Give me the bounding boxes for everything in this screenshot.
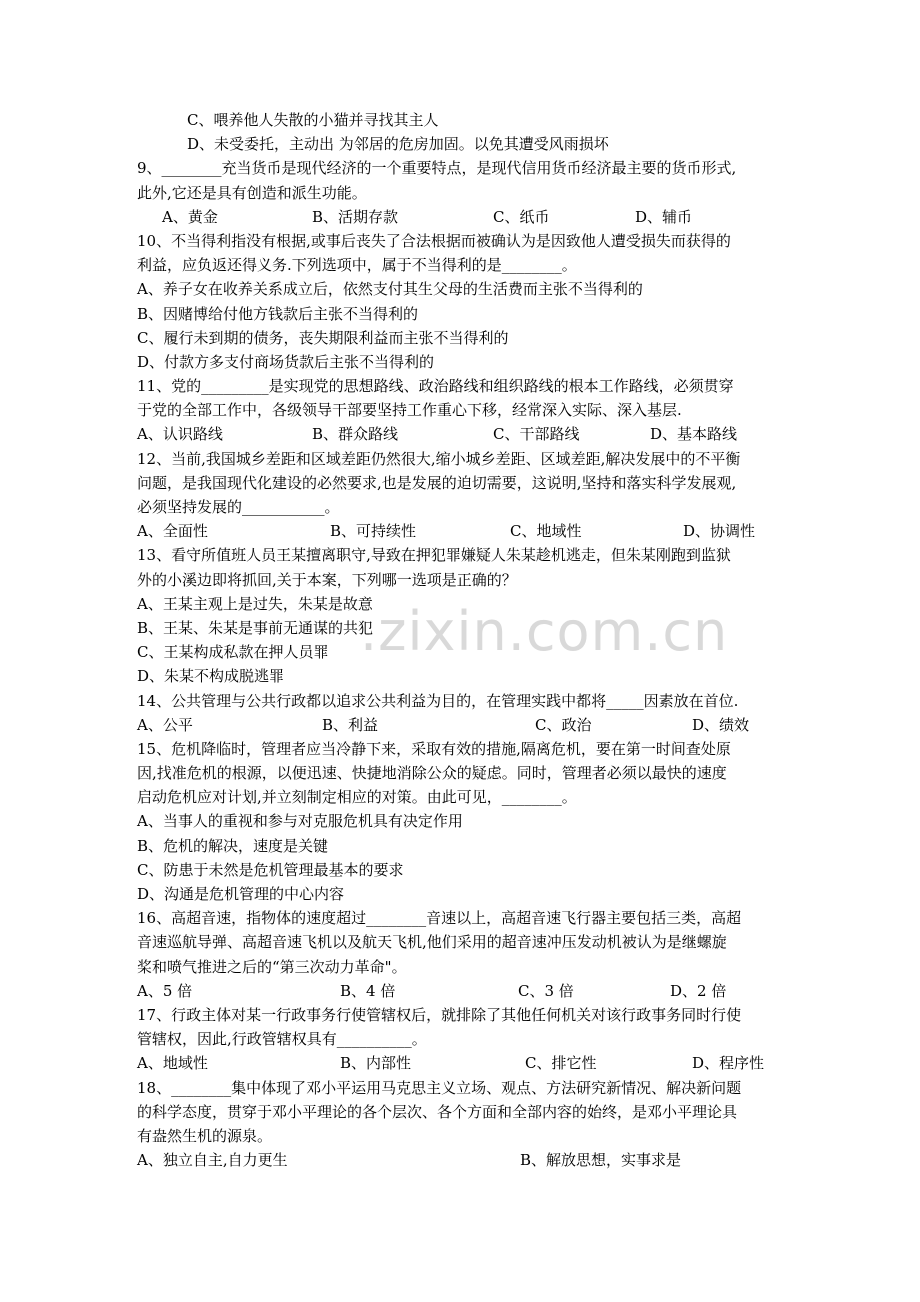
q8-option-c: C、喂养他人失散的小猫并寻找其主人	[187, 111, 439, 129]
q12-text-3: 必须坚持发展的___________。	[137, 498, 340, 516]
q16-text-1: 16、高超音速，指物体的速度超过________音速以上，高超音速飞行器主要包括三类，高超	[137, 909, 742, 928]
q16-text-2: 音速巡航导弹、高超音速飞机以及航天飞机,他们采用的超音速冲压发动机被认为是继螺旋	[137, 933, 727, 952]
q16-option-d: D、2 倍	[670, 981, 727, 1000]
q15-option-d: D、沟通是危机管理的中心内容	[137, 885, 345, 903]
q11-option-b: B、群众路线	[312, 425, 399, 444]
q16-option-c: C、3 倍	[518, 981, 574, 1000]
q18-option-a: A、独立自主,自力更生	[137, 1151, 288, 1170]
q10-option-d: D、付款方多支付商场货款后主张不当得利的	[137, 352, 435, 371]
q18-option-b: B、解放思想，实事求是	[520, 1151, 682, 1170]
q9-option-b: B、活期存款	[312, 207, 399, 226]
q15-option-a: A、当事人的重视和参与对克服危机具有决定作用	[137, 812, 463, 831]
q14-text-1: 14、公共管理与公共行政都以追求公共利益为目的，在管理实践中都将_____因素放在首位.	[137, 691, 739, 710]
q17-option-b: B、内部性	[340, 1054, 412, 1073]
q9-options	[137, 205, 787, 229]
q14-option-d: D、绩效	[692, 715, 750, 734]
q10-text-1: 10、不当得利指没有根据,或事后丧失了合法根据而被确认为是因致他人遭受损失而获得的	[137, 231, 731, 250]
q14-option-c: C、政治	[535, 715, 592, 734]
q12-text-1: 12、当前,我国城乡差距和区域差距仍然很大,缩小城乡差距、区域差距,解决发展中的不平衡	[137, 449, 741, 468]
q13-option-a: A、王某主观上是过失，朱某是故意	[137, 594, 373, 613]
q15-text-3: 启动危机应对计划,并立刻制定相应的对策。由此可见，________。	[137, 788, 577, 807]
q15-text-1: 15、危机降临时，管理者应当冷静下来，采取有效的措施,隔离危机，要在第一时间查处原	[137, 739, 731, 758]
q17-option-a: A、地域性	[137, 1054, 208, 1073]
q10-text-2: 利益，应负返还得义务.下列选项中，属于不当得利的是________。	[137, 256, 577, 275]
q17-option-c: C、排它性	[525, 1054, 597, 1073]
q11-text-1: 11、党的_________是实现党的思想路线、政治路线和组织路线的根本工作路线，必须贯穿	[137, 377, 734, 396]
q16-option-b: B、4 倍	[340, 981, 396, 1000]
q18-text-3: 有盎然生机的源泉。	[137, 1126, 273, 1145]
q9-text-2: 此外,它还是具有创造和派生功能。	[137, 183, 367, 202]
watermark: .zixin.com.cn	[360, 600, 729, 663]
q18-text-2: 的科学态度，贯穿于邓小平理论的各个层次、各个方面和全部内容的始终，是邓小平理论具	[137, 1102, 738, 1121]
q11-options	[137, 422, 787, 446]
q13-text-1: 13、看守所值班人员王某擅离职守,导致在押犯罪嫌疑人朱某趁机逃走，但朱某刚跑到监狱	[137, 546, 731, 565]
q13-text-2: 外的小溪边即将抓回,关于本案，下列哪一选项是正确的？	[137, 570, 517, 589]
q16-option-a: A、5 倍	[137, 981, 193, 1000]
q14-option-a: A、公平	[137, 715, 193, 734]
q12-option-c: C、地域性	[510, 522, 582, 541]
q14-options	[137, 713, 787, 737]
q15-option-b: B、危机的解决，速度是关键	[137, 836, 329, 855]
q13-option-c: C、王某构成私款在押人员罪	[137, 643, 329, 662]
q12-option-b: B、可持续性	[330, 522, 417, 541]
q12-option-d: D、协调性	[683, 522, 756, 541]
q13-option-b: B、王某、朱某是事前无通谋的共犯	[137, 618, 374, 637]
q10-option-a: A、养子女在收养关系成立后，依然支付其生父母的生活费而主张不当得利的	[137, 280, 643, 299]
q8-option-d: D、未受委托，主动出 为邻居的危房加固。以免其遭受风雨损坏	[187, 135, 609, 154]
q10-option-b: B、因赌博给付他方钱款后主张不当得利的	[137, 304, 419, 323]
q17-option-d: D、程序性	[692, 1054, 765, 1073]
q15-text-2: 因,找准危机的根源，以便迅速、快捷地消除公众的疑虑。同时，管理者必须以最快的速度	[137, 764, 727, 783]
q17-text-2: 管辖权，因此,行政管辖权具有__________。	[137, 1030, 427, 1049]
q14-option-b: B、利益	[322, 715, 379, 734]
q9-option-d: D、辅币	[635, 207, 693, 226]
q11-option-d: D、基本路线	[650, 425, 738, 444]
q17-options	[137, 1051, 787, 1075]
q9-option-c: C、纸币	[493, 207, 550, 226]
q10-option-c: C、履行未到期的债务，丧失期限利益而主张不当得利的	[137, 328, 509, 347]
q18-options	[137, 1148, 787, 1172]
q13-option-d: D、朱某不构成脱逃罪	[137, 667, 285, 686]
q18-text-1: 18、________集中体现了邓小平运用马克思主义立场、观点、方法研究新情况、解决新问题	[137, 1078, 742, 1097]
q12-text-2: 问题，是我国现代化建设的必然要求,也是发展的迫切需要，这说明,坚持和落实科学发展观,	[137, 473, 737, 492]
q12-option-a: A、全面性	[137, 522, 208, 541]
q11-option-c: C、干部路线	[493, 425, 580, 444]
q16-text-3: 桨和喷气推进之后的“第三次动力革命"。	[137, 957, 407, 976]
q9-option-a: A、黄金	[162, 207, 218, 226]
q15-option-c: C、防患于未然是危机管理最基本的要求	[137, 860, 404, 879]
q11-text-2: 于党的全部工作中，各级领导干部要坚持工作重心下移，经常深入实际、深入基层.	[137, 401, 682, 420]
q17-text-1: 17、行政主体对某一行政事务行使管辖权后，就排除了其他任何机关对该行政事务同时行使	[137, 1005, 742, 1024]
document-body	[137, 108, 787, 1172]
q16-options	[137, 979, 787, 1003]
q9-text-1: 9、________充当货币是现代经济的一个重要特点，是现代信用货币经济最主要的货币形式,	[137, 159, 737, 178]
q11-option-a: A、认识路线	[137, 425, 223, 444]
q12-options	[137, 519, 787, 543]
